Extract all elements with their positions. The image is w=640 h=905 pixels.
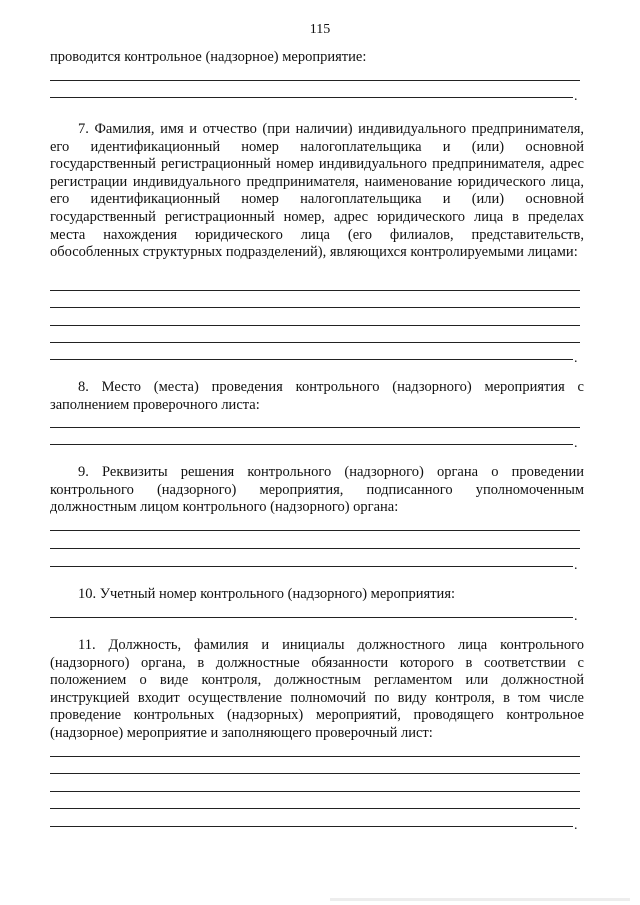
fill-line xyxy=(50,325,580,326)
fill-line xyxy=(50,548,580,549)
fill-line xyxy=(50,444,573,445)
line-end-mark: . xyxy=(574,436,578,451)
fill-line xyxy=(50,773,580,774)
fill-line xyxy=(50,791,580,792)
fill-line xyxy=(50,566,573,567)
fill-line xyxy=(50,97,573,98)
fill-line xyxy=(50,617,573,618)
section-10-text: 10. Учетный номер контрольного (надзорного) мероприятия: xyxy=(78,586,456,602)
section-8-text: 8. Место (места) проведения контрольного (надзорного) мероприятия с заполнением проверочного листа: xyxy=(50,379,584,413)
fill-line xyxy=(50,80,580,81)
fill-line xyxy=(50,756,580,757)
page-number: 115 xyxy=(309,22,331,37)
section-7-text: 7. Фамилия, имя и отчество (при наличии) индивидуального предпринимателя, его идентификационный номер налогоплательщика и (или) основной государственный регистрационный номер индивидуального предпринимателя, адрес регистрации индивидуального предпринимателя, наименование юридического лица, его идентификационный номер налогоплательщика и (или) основной государственный регистрационный номер, адрес юридического лица в пределах места нахождения юридического лица (его филиалов, представительств, обособленных структурных подразделений), являющихся контролируемыми лицами: xyxy=(50,121,584,261)
fill-line xyxy=(50,290,580,291)
section-9-text: 9. Реквизиты решения контрольного (надзорного) органа о проведении контрольного (надзорного) мероприятия, подписанного уполномоченным должностным лицом контрольного (надзорного) органа: xyxy=(50,464,584,516)
line-end-mark: . xyxy=(574,558,578,573)
line-end-mark: . xyxy=(574,609,578,624)
fill-line xyxy=(50,808,580,809)
fill-line xyxy=(50,427,580,428)
fill-line xyxy=(50,530,580,531)
line-end-mark: . xyxy=(574,351,578,366)
fill-line xyxy=(50,342,580,343)
section-11-text: 11. Должность, фамилия и инициалы должностного лица контрольного (надзорного) органа, в должностные обязанности которого в соответствии с положением о виде контроля, должностным регламентом или должностной инструкцией входит осуществление полномочий по виду контроля, в том числе проведение контрольных (надзорных) мероприятий, проводящего контрольное (надзорное) мероприятие и заполняющего проверочный лист: xyxy=(50,637,584,741)
line-end-mark: . xyxy=(574,818,578,833)
fill-line xyxy=(50,826,573,827)
intro-text: проводится контрольное (надзорное) мероприятие: xyxy=(50,49,367,65)
fill-line xyxy=(50,307,580,308)
scan-edge-artifact xyxy=(330,898,630,901)
fill-line xyxy=(50,359,573,360)
line-end-mark: . xyxy=(574,89,578,104)
